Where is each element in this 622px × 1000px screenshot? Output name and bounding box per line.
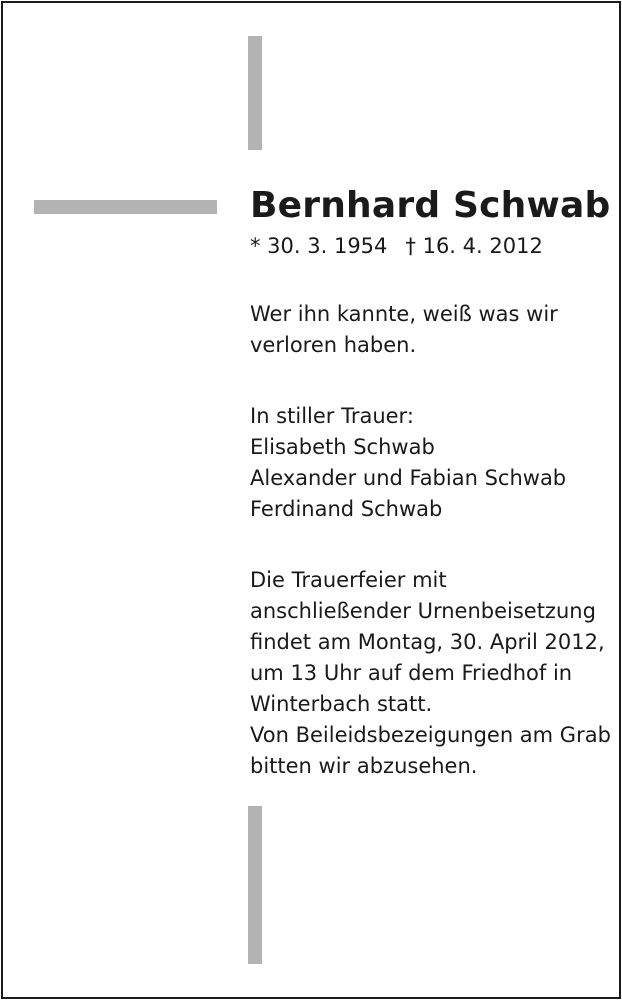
notice-line: Winterbach statt. [250, 692, 433, 716]
notice-line: bitten wir abzusehen. [250, 754, 478, 778]
memorial-quote [250, 299, 610, 361]
notice-line: findet am Montag, 30. April 2012, [250, 630, 605, 654]
mourners-list [250, 401, 610, 525]
cross-left-bar [34, 200, 217, 214]
mourners-heading: In stiller Trauer: [250, 404, 414, 428]
mourner-name: Ferdinand Schwab [250, 497, 443, 521]
mourner-name: Elisabeth Schwab [250, 435, 435, 459]
notice-line: Von Beileidsbezeigungen am Grab [250, 723, 611, 747]
funeral-notice [250, 565, 610, 782]
mourner-name: Alexander und Fabian Schwab [250, 466, 567, 490]
notice-line: anschließender Urnenbeisetzung [250, 599, 596, 623]
life-dates [250, 232, 610, 260]
cross-bottom-bar [248, 806, 262, 964]
obituary-text [250, 184, 610, 782]
notice-line: Die Trauerfeier mit [250, 568, 447, 592]
quote-line: Wer ihn kannte, weiß was wir [250, 302, 558, 326]
birth-date: * 30. 3. 1954 [250, 234, 388, 258]
death-date: † 16. 4. 2012 [405, 234, 543, 258]
quote-line: verloren haben. [250, 333, 417, 357]
notice-line: um 13 Uhr auf dem Friedhof in [250, 661, 573, 685]
deceased-name: Bernhard Schwab [250, 185, 611, 226]
cross-top-bar [248, 36, 262, 150]
